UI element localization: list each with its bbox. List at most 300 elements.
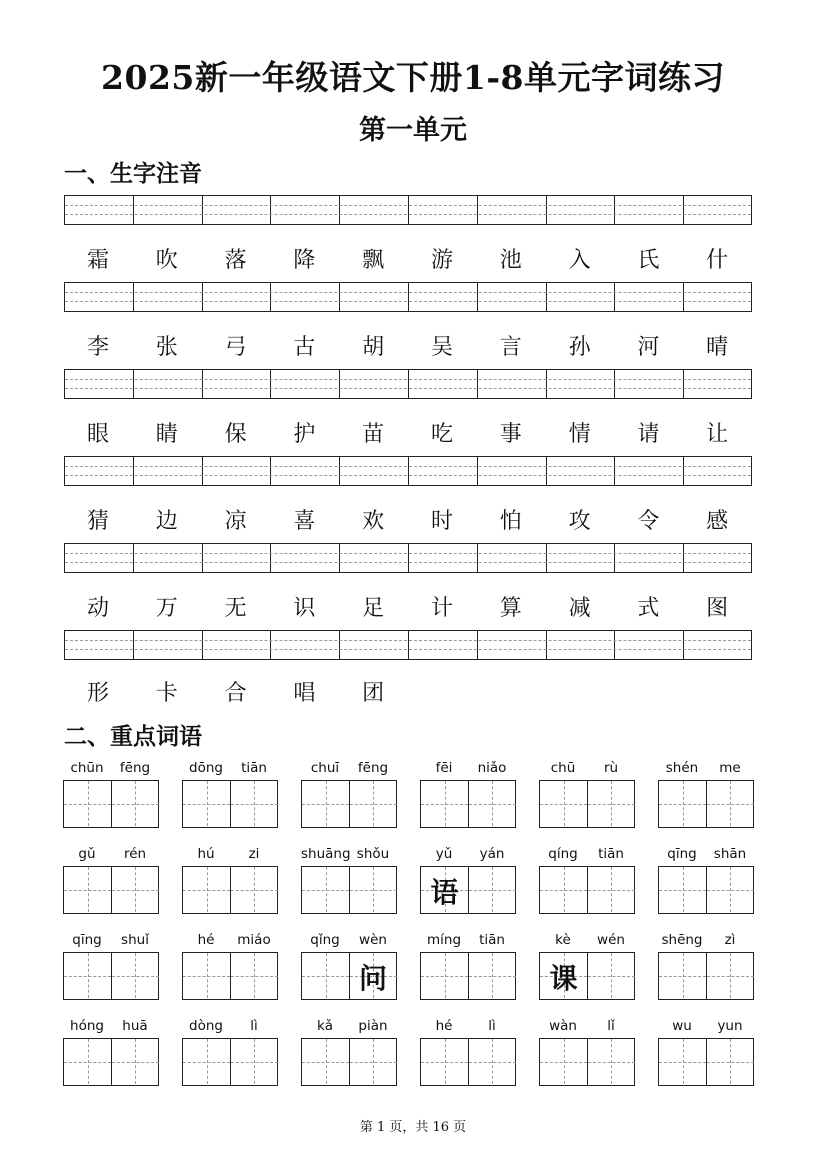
guide-line — [302, 1062, 349, 1063]
writing-grid[interactable] — [658, 1038, 754, 1086]
character: 眼 — [86, 422, 109, 447]
tianzige-box[interactable] — [64, 953, 111, 998]
tianzige-box[interactable] — [421, 781, 468, 826]
pinyin-cell[interactable] — [547, 544, 616, 572]
guide-line — [231, 976, 278, 977]
guide-line — [231, 890, 278, 891]
word-pinyin — [63, 760, 159, 778]
writing-grid[interactable] — [539, 866, 635, 914]
pinyin-cell[interactable] — [684, 457, 753, 485]
tianzige-box[interactable] — [707, 953, 754, 998]
character: 晴 — [706, 335, 729, 360]
pinyin-cell[interactable] — [409, 196, 478, 224]
tianzige-box[interactable] — [588, 953, 635, 998]
guide-line — [659, 1062, 706, 1063]
writing-grid[interactable] — [182, 952, 278, 1000]
pinyin-cell[interactable] — [547, 457, 616, 485]
character: 请 — [637, 422, 660, 447]
guide-line — [65, 379, 751, 380]
box-divider — [349, 867, 350, 913]
pinyin-syllable: chūn — [70, 760, 104, 776]
guide-line — [540, 890, 587, 891]
tianzige-box[interactable] — [659, 1039, 706, 1084]
tianzige-box[interactable] — [64, 781, 111, 826]
pinyin-syllable: shuǐ — [121, 932, 149, 948]
page-title: 2025新一年级语文下册1-8单元字词练习 — [101, 58, 725, 97]
guide-line — [421, 804, 468, 805]
character-row — [64, 417, 752, 451]
guide-line — [112, 976, 159, 977]
tianzige-box[interactable] — [112, 953, 159, 998]
guide-line — [183, 1062, 230, 1063]
pinyin-cell[interactable] — [478, 283, 547, 311]
word-item — [539, 932, 635, 1000]
character: 无 — [224, 596, 247, 621]
tianzige-box[interactable] — [469, 1039, 516, 1084]
pinyin-cell[interactable] — [615, 370, 684, 398]
writing-grid[interactable] — [420, 866, 516, 914]
word-pinyin — [301, 760, 397, 778]
pinyin-cell[interactable] — [409, 631, 478, 659]
guide-line — [421, 1062, 468, 1063]
character: 降 — [293, 248, 316, 273]
pinyin-cell[interactable] — [65, 631, 134, 659]
word-item — [658, 846, 754, 914]
tianzige-box[interactable] — [588, 1039, 635, 1084]
writing-grid[interactable] — [182, 1038, 278, 1086]
writing-grid[interactable] — [539, 780, 635, 828]
pinyin-syllable: kǎ — [316, 1018, 334, 1034]
pinyin-cell[interactable] — [684, 196, 753, 224]
writing-grid[interactable] — [182, 780, 278, 828]
guide-line — [588, 1062, 635, 1063]
tianzige-box[interactable] — [540, 1039, 587, 1084]
pinyin-cell[interactable] — [340, 283, 409, 311]
box-divider — [706, 867, 707, 913]
word-item — [63, 1018, 159, 1086]
writing-grid[interactable] — [63, 866, 159, 914]
guide-line — [707, 890, 754, 891]
character: 欢 — [362, 509, 385, 534]
word-item — [182, 932, 278, 1000]
pinyin-cell[interactable] — [271, 196, 340, 224]
tianzige-box[interactable] — [659, 867, 706, 912]
box-divider — [349, 1039, 350, 1085]
pinyin-syllable: miáo — [237, 932, 271, 948]
character: 落 — [224, 248, 247, 273]
pinyin-cell[interactable] — [478, 196, 547, 224]
guide-line — [64, 804, 111, 805]
word-item — [63, 846, 159, 914]
character: 什 — [706, 248, 729, 273]
pinyin-cell[interactable] — [615, 196, 684, 224]
tianzige-box[interactable] — [231, 953, 278, 998]
character: 边 — [155, 509, 178, 534]
word-pinyin — [182, 932, 278, 950]
guide-line — [540, 1062, 587, 1063]
tianzige-box[interactable] — [469, 867, 516, 912]
box-divider — [706, 781, 707, 827]
tianzige-box[interactable] — [112, 867, 159, 912]
pinyin-cell[interactable] — [340, 370, 409, 398]
pinyin-cell[interactable] — [271, 457, 340, 485]
tianzige-box[interactable] — [588, 781, 635, 826]
tianzige-box[interactable] — [707, 1039, 754, 1084]
tianzige-box[interactable] — [588, 867, 635, 912]
pinyin-syllable: zi — [248, 846, 260, 862]
character: 凉 — [224, 509, 247, 534]
pinyin-cell[interactable] — [134, 631, 203, 659]
word-pinyin — [539, 1018, 635, 1036]
character: 感 — [706, 509, 729, 534]
character: 图 — [706, 596, 729, 621]
pinyin-syllable: tiān — [241, 760, 267, 776]
guide-line — [302, 804, 349, 805]
pinyin-writing-band[interactable] — [64, 543, 752, 573]
word-pinyin — [301, 1018, 397, 1036]
character: 吃 — [430, 422, 453, 447]
guide-line — [707, 976, 754, 977]
character: 计 — [430, 596, 453, 621]
pinyin-cell[interactable] — [203, 283, 272, 311]
tianzige-box[interactable] — [231, 1039, 278, 1084]
guide-line — [659, 890, 706, 891]
tianzige-box[interactable] — [350, 953, 397, 998]
pinyin-cell[interactable] — [271, 631, 340, 659]
pinyin-cell[interactable] — [203, 196, 272, 224]
writing-grid[interactable] — [420, 780, 516, 828]
character: 时 — [430, 509, 453, 534]
character: 吹 — [155, 248, 178, 273]
tianzige-box[interactable] — [183, 1039, 230, 1084]
pinyin-cell[interactable] — [65, 196, 134, 224]
word-item — [301, 932, 397, 1000]
tianzige-box[interactable] — [469, 953, 516, 998]
word-item — [658, 1018, 754, 1086]
writing-grid[interactable] — [63, 780, 159, 828]
character: 猜 — [86, 509, 109, 534]
pinyin-syllable: fēi — [435, 760, 453, 776]
character: 动 — [86, 596, 109, 621]
guide-line — [64, 890, 111, 891]
pinyin-cell[interactable] — [340, 544, 409, 572]
pinyin-syllable: lǐ — [607, 1018, 615, 1034]
pinyin-cell[interactable] — [65, 370, 134, 398]
word-pinyin — [658, 932, 754, 950]
pinyin-syllable: me — [719, 760, 741, 776]
writing-grid[interactable] — [539, 1038, 635, 1086]
tianzige-box[interactable] — [302, 781, 349, 826]
tianzige-box[interactable] — [421, 953, 468, 998]
pinyin-syllable: shén — [665, 760, 699, 776]
pinyin-syllable: lì — [250, 1018, 258, 1034]
tianzige-box[interactable] — [350, 781, 397, 826]
guide-line — [302, 890, 349, 891]
word-item — [539, 760, 635, 828]
writing-grid[interactable] — [539, 952, 635, 1000]
writing-grid[interactable] — [658, 780, 754, 828]
tianzige-box[interactable] — [302, 953, 349, 998]
word-pinyin — [420, 846, 516, 864]
pinyin-cell[interactable] — [615, 283, 684, 311]
guide-line — [65, 388, 751, 389]
pinyin-cell[interactable] — [340, 631, 409, 659]
pinyin-syllable: qīng — [72, 932, 102, 948]
writing-grid[interactable] — [182, 866, 278, 914]
character: 护 — [293, 422, 316, 447]
pinyin-cell[interactable] — [478, 457, 547, 485]
character: 识 — [293, 596, 316, 621]
character: 霜 — [86, 248, 109, 273]
pinyin-cell[interactable] — [134, 196, 203, 224]
pinyin-cell[interactable] — [615, 631, 684, 659]
writing-grid[interactable] — [301, 1038, 397, 1086]
word-pinyin — [63, 846, 159, 864]
character: 游 — [430, 248, 453, 273]
pinyin-cell[interactable] — [478, 544, 547, 572]
box-divider — [706, 1039, 707, 1085]
character-row — [64, 243, 752, 277]
writing-grid[interactable] — [301, 780, 397, 828]
pinyin-syllable: hé — [197, 932, 215, 948]
pinyin-syllable: qíng — [548, 846, 578, 862]
box-divider — [587, 1039, 588, 1085]
word-item — [63, 932, 159, 1000]
tianzige-box[interactable] — [183, 953, 230, 998]
word-item — [301, 760, 397, 828]
writing-grid[interactable] — [301, 952, 397, 1000]
box-divider — [587, 953, 588, 999]
box-divider — [468, 1039, 469, 1085]
section-1-heading: 一、生字注音 — [64, 160, 202, 187]
writing-grid[interactable] — [63, 952, 159, 1000]
writing-grid[interactable] — [420, 1038, 516, 1086]
filled-character: 问 — [358, 962, 387, 995]
word-pinyin — [420, 760, 516, 778]
word-pinyin — [658, 760, 754, 778]
character-row — [64, 330, 752, 364]
box-divider — [111, 953, 112, 999]
guide-line — [65, 562, 751, 563]
guide-line — [112, 890, 159, 891]
character: 池 — [499, 248, 522, 273]
pinyin-cell[interactable] — [203, 457, 272, 485]
pinyin-syllable: qǐng — [310, 932, 340, 948]
pinyin-cell[interactable] — [409, 457, 478, 485]
pinyin-writing-band[interactable] — [64, 195, 752, 225]
word-item — [301, 846, 397, 914]
word-item — [420, 1018, 516, 1086]
tianzige-box[interactable] — [350, 1039, 397, 1084]
box-divider — [706, 953, 707, 999]
pinyin-cell[interactable] — [203, 370, 272, 398]
pinyin-cell[interactable] — [340, 457, 409, 485]
pinyin-syllable: rén — [123, 846, 147, 862]
word-item — [63, 760, 159, 828]
box-divider — [468, 953, 469, 999]
pinyin-cell[interactable] — [271, 283, 340, 311]
pinyin-cell[interactable] — [203, 631, 272, 659]
character: 令 — [637, 509, 660, 534]
guide-line — [659, 804, 706, 805]
tianzige-box[interactable] — [540, 953, 587, 998]
tianzige-box[interactable] — [183, 781, 230, 826]
writing-grid[interactable] — [658, 866, 754, 914]
pinyin-cell[interactable] — [134, 283, 203, 311]
filled-character: 课 — [549, 962, 578, 995]
word-item — [182, 1018, 278, 1086]
word-pinyin — [658, 1018, 754, 1036]
guide-line — [65, 649, 751, 650]
guide-line — [112, 1062, 159, 1063]
pinyin-syllable: niǎo — [477, 760, 507, 776]
character-row — [64, 676, 752, 710]
tianzige-box[interactable] — [183, 867, 230, 912]
guide-line — [469, 804, 516, 805]
tianzige-box[interactable] — [231, 867, 278, 912]
pinyin-syllable: piàn — [358, 1018, 388, 1034]
pinyin-cell[interactable] — [547, 370, 616, 398]
pinyin-cell[interactable] — [65, 544, 134, 572]
character: 弓 — [224, 335, 247, 360]
pinyin-syllable: tiān — [598, 846, 624, 862]
pinyin-cell[interactable] — [65, 457, 134, 485]
word-item — [182, 760, 278, 828]
guide-line — [64, 976, 111, 977]
writing-grid[interactable] — [658, 952, 754, 1000]
pinyin-cell[interactable] — [615, 544, 684, 572]
pinyin-cell[interactable] — [409, 283, 478, 311]
character: 攻 — [568, 509, 591, 534]
pinyin-syllable: fēng — [119, 760, 151, 776]
tianzige-box[interactable] — [540, 867, 587, 912]
word-item — [658, 760, 754, 828]
guide-line — [659, 976, 706, 977]
character: 飘 — [362, 248, 385, 273]
pinyin-syllable: hú — [197, 846, 215, 862]
character: 形 — [86, 681, 109, 706]
character: 胡 — [362, 335, 385, 360]
pinyin-cell[interactable] — [615, 457, 684, 485]
character-row — [64, 591, 752, 625]
pinyin-writing-band[interactable] — [64, 369, 752, 399]
word-pinyin — [63, 932, 159, 950]
pinyin-syllable: shǒu — [356, 846, 390, 862]
box-divider — [230, 781, 231, 827]
pinyin-cell[interactable] — [134, 457, 203, 485]
pinyin-cell[interactable] — [547, 631, 616, 659]
tianzige-box[interactable] — [112, 781, 159, 826]
tianzige-box[interactable] — [64, 1039, 111, 1084]
box-divider — [111, 1039, 112, 1085]
word-pinyin — [539, 846, 635, 864]
pinyin-cell[interactable] — [478, 631, 547, 659]
box-divider — [111, 867, 112, 913]
guide-line — [183, 804, 230, 805]
character: 卡 — [155, 681, 178, 706]
guide-line — [469, 976, 516, 977]
pinyin-writing-band[interactable] — [64, 282, 752, 312]
pinyin-cell[interactable] — [478, 370, 547, 398]
pinyin-cell[interactable] — [203, 544, 272, 572]
tianzige-box[interactable] — [302, 1039, 349, 1084]
box-divider — [349, 781, 350, 827]
tianzige-box[interactable] — [540, 781, 587, 826]
word-pinyin — [539, 932, 635, 950]
tianzige-box[interactable] — [421, 867, 468, 912]
tianzige-box[interactable] — [659, 953, 706, 998]
pinyin-writing-band[interactable] — [64, 456, 752, 486]
pinyin-cell[interactable] — [134, 370, 203, 398]
tianzige-box[interactable] — [659, 781, 706, 826]
tianzige-box[interactable] — [231, 781, 278, 826]
pinyin-syllable: fēng — [357, 760, 389, 776]
pinyin-syllable: wu — [672, 1018, 692, 1034]
word-pinyin — [420, 932, 516, 950]
guide-line — [588, 976, 635, 977]
word-pinyin — [182, 760, 278, 778]
tianzige-box[interactable] — [112, 1039, 159, 1084]
character: 河 — [637, 335, 660, 360]
tianzige-box[interactable] — [707, 867, 754, 912]
guide-line — [350, 1062, 397, 1063]
pinyin-cell[interactable] — [65, 283, 134, 311]
word-pinyin — [182, 846, 278, 864]
word-pinyin — [301, 846, 397, 864]
pinyin-cell[interactable] — [409, 370, 478, 398]
pinyin-syllable: yán — [479, 846, 505, 862]
pinyin-cell[interactable] — [684, 544, 753, 572]
pinyin-cell[interactable] — [340, 196, 409, 224]
writing-grid[interactable] — [63, 1038, 159, 1086]
guide-line — [231, 804, 278, 805]
tianzige-box[interactable] — [302, 867, 349, 912]
pinyin-cell[interactable] — [547, 196, 616, 224]
guide-line — [65, 553, 751, 554]
pinyin-cell[interactable] — [547, 283, 616, 311]
tianzige-box[interactable] — [707, 781, 754, 826]
character: 事 — [499, 422, 522, 447]
pinyin-cell[interactable] — [409, 544, 478, 572]
tianzige-box[interactable] — [469, 781, 516, 826]
pinyin-cell[interactable] — [684, 631, 753, 659]
pinyin-syllable: qīng — [667, 846, 697, 862]
guide-line — [421, 976, 468, 977]
tianzige-box[interactable] — [350, 867, 397, 912]
word-pinyin — [182, 1018, 278, 1036]
pinyin-cell[interactable] — [271, 544, 340, 572]
pinyin-cell[interactable] — [134, 544, 203, 572]
character: 睛 — [155, 422, 178, 447]
pinyin-syllable: kè — [555, 932, 571, 948]
tianzige-box[interactable] — [64, 867, 111, 912]
pinyin-syllable: dòng — [189, 1018, 223, 1034]
writing-grid[interactable] — [301, 866, 397, 914]
guide-line — [65, 640, 751, 641]
pinyin-syllable: yǔ — [435, 846, 453, 862]
pinyin-syllable: wèn — [359, 932, 387, 948]
character: 减 — [568, 596, 591, 621]
tianzige-box[interactable] — [421, 1039, 468, 1084]
pinyin-writing-band[interactable] — [64, 630, 752, 660]
character: 情 — [568, 422, 591, 447]
pinyin-cell[interactable] — [684, 370, 753, 398]
character: 怕 — [499, 509, 522, 534]
writing-grid[interactable] — [420, 952, 516, 1000]
pinyin-cell[interactable] — [271, 370, 340, 398]
pinyin-cell[interactable] — [684, 283, 753, 311]
guide-line — [707, 1062, 754, 1063]
